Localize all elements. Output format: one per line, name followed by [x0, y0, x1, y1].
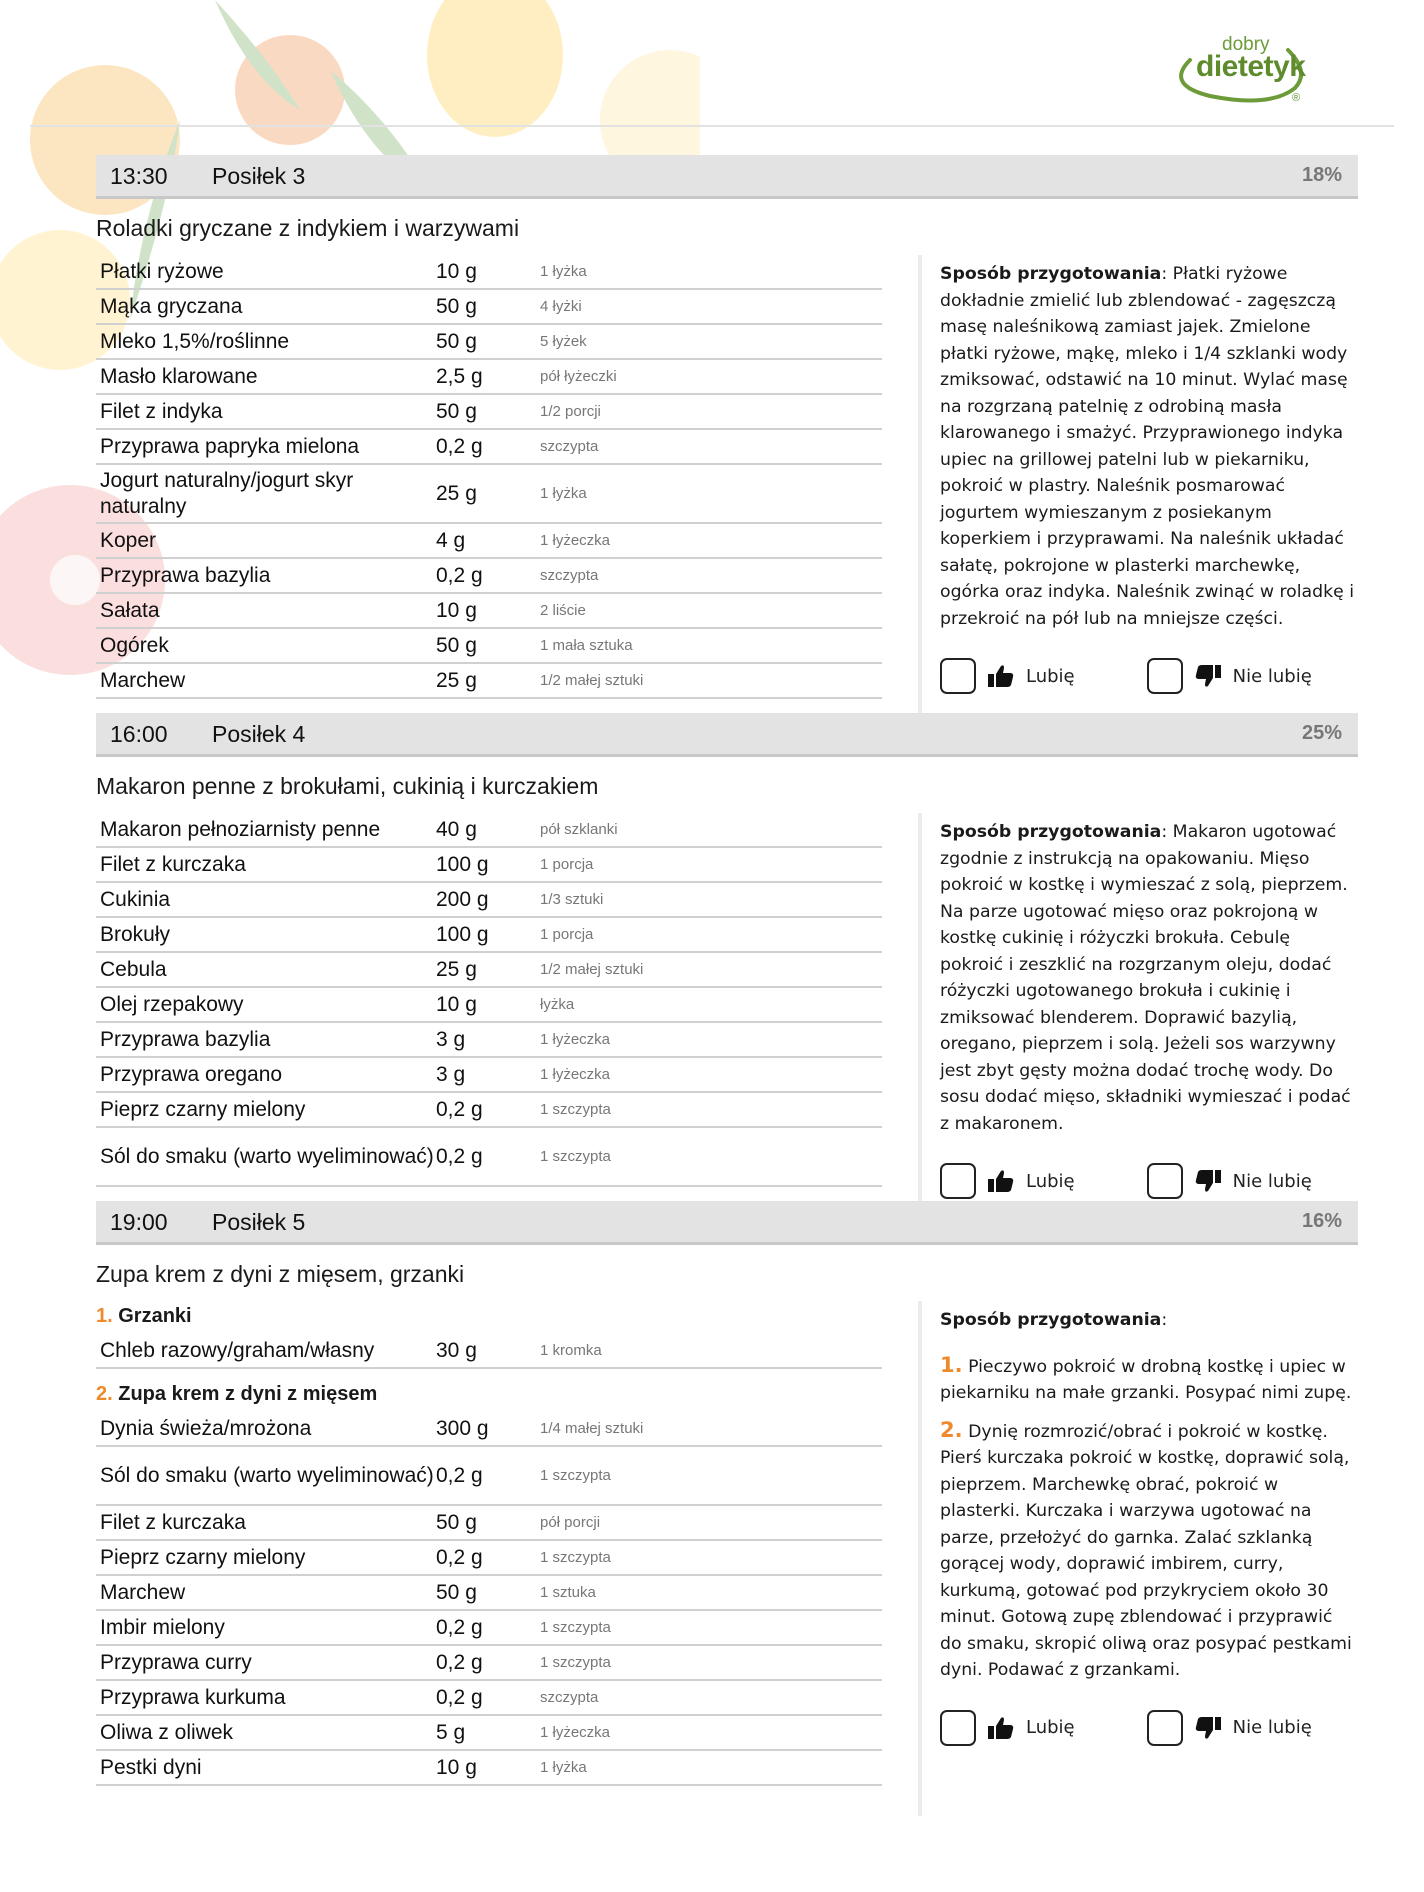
meal-name: Posiłek 5 — [212, 1209, 306, 1235]
meal-section-3 — [96, 155, 1358, 723]
meal-section-4 — [96, 713, 1358, 1205]
like-label: Lubię — [1026, 665, 1075, 687]
like-label: Lubię — [1026, 1170, 1075, 1192]
meal-percent: 25% — [1301, 722, 1342, 744]
ingredient-measure: 1 łyżeczka — [540, 532, 611, 549]
ingredient-qty: 0,2 g — [436, 1463, 483, 1487]
sub-recipe-title: Zupa krem z dyni z mięsem — [118, 1383, 378, 1405]
ingredient-qty: 50 g — [436, 633, 477, 657]
ingredient-name: Makaron pełnoziarnisty penne — [100, 817, 381, 841]
thumbs-down-icon — [1195, 664, 1221, 688]
rating-controls — [940, 656, 1358, 696]
dislike-option[interactable] — [1147, 658, 1312, 694]
ingredient-qty: 30 g — [436, 1338, 477, 1362]
header-divider — [30, 125, 1394, 127]
ingredient-row — [96, 395, 882, 430]
meal-header — [96, 155, 1358, 199]
ingredient-qty: 25 g — [436, 668, 477, 692]
ingredient-row — [96, 1412, 882, 1447]
ingredients-table — [96, 255, 882, 723]
ingredient-measure: 1 mała sztuka — [540, 637, 633, 654]
ingredient-name: Przyprawa curry — [100, 1650, 252, 1674]
ingredient-name: Imbir mielony — [100, 1615, 225, 1639]
preparation-body: Płatki ryżowe dokładnie zmielić lub zblendować - zagęszczą masę naleśnikową zamiast jajek. Zmielone płatki ryżowe, mąkę, mleko i 1/4 szklanki wody zmiksować, odstawić na 10 minut. Wylać masę na rozgrzaną patelnię z odrobiną masła klarowanego i smażyć. Przyprawionego indyka upiec na grillowej patelni lub w piekarniku, pokroić w plastry. Naleśnik posmarować jogurtem wymieszanym z posiekanym koperkiem i przyprawami. Na naleśnik układać sałatę, pokrojone w plasterki marchewkę, ogórka oraz indyka. Naleśnik zwinąć w roladkę i przekroić na pół lub na mniejsze części. — [940, 264, 1355, 629]
ingredient-qty: 0,2 g — [436, 1097, 483, 1121]
meal-time: 19:00 — [110, 1209, 168, 1235]
ingredient-name: Przyprawa bazylia — [100, 563, 271, 587]
ingredient-name: Brokuły — [100, 922, 171, 946]
thumbs-down-icon — [1195, 1169, 1221, 1193]
sub-recipe-number: 1. — [96, 1305, 113, 1327]
ingredient-row — [96, 1681, 882, 1716]
ingredient-measure: 1 porcja — [540, 856, 594, 873]
ingredient-name: Marchew — [100, 668, 186, 692]
ingredient-measure: pół porcji — [540, 1514, 601, 1531]
ingredient-name: Mleko 1,5%/roślinne — [100, 329, 290, 353]
preparation-label: Sposób przygotowania — [940, 822, 1162, 842]
ingredient-name: Sól do smaku (warto wyeliminować) — [100, 1463, 434, 1487]
preparation-panel — [918, 255, 1358, 723]
ingredient-name: Przyprawa kurkuma — [100, 1685, 286, 1709]
ingredient-row — [96, 1646, 882, 1681]
ingredient-measure: pół łyżeczki — [540, 368, 617, 385]
ingredient-measure: 5 łyżek — [540, 333, 587, 350]
ingredient-measure: 1 szczypta — [540, 1148, 611, 1165]
ingredient-measure: pół szklanki — [540, 821, 618, 838]
ingredient-name: Chleb razowy/graham/własny — [100, 1338, 375, 1362]
meal-name: Posiłek 3 — [212, 163, 306, 189]
ingredient-measure: łyżka — [540, 996, 575, 1013]
ingredient-row — [96, 1506, 882, 1541]
ingredient-qty: 40 g — [436, 817, 477, 841]
ingredients-table — [96, 813, 882, 1205]
meal-time: 13:30 — [110, 163, 168, 189]
ingredient-row — [96, 1541, 882, 1576]
ingredient-measure: 1 szczypta — [540, 1101, 611, 1118]
meal-percent: 18% — [1301, 164, 1342, 186]
ingredient-measure: szczypta — [540, 438, 599, 455]
ingredient-name: Przyprawa bazylia — [100, 1027, 271, 1051]
ingredient-name: Pieprz czarny mielony — [100, 1545, 306, 1569]
ingredient-qty: 10 g — [436, 992, 477, 1016]
rating-controls — [940, 1708, 1358, 1748]
ingredient-row — [96, 918, 882, 953]
ingredient-row — [96, 594, 882, 629]
preparation-step — [940, 1352, 1358, 1407]
ingredient-row — [96, 430, 882, 465]
ingredient-name: Sałata — [100, 598, 160, 622]
ingredient-measure: 1 szczypta — [540, 1467, 611, 1484]
ingredient-qty: 100 g — [436, 852, 489, 876]
ingredient-name: Pieprz czarny mielony — [100, 1097, 306, 1121]
ingredient-row — [96, 1611, 882, 1646]
ingredient-qty: 0,2 g — [436, 1615, 483, 1639]
ingredient-row — [96, 325, 882, 360]
ingredient-measure: 1 kromka — [540, 1342, 602, 1359]
meal-header — [96, 1201, 1358, 1245]
ingredient-name: Cebula — [100, 957, 167, 981]
thumbs-up-icon — [988, 1169, 1014, 1193]
ingredient-name: Pestki dyni — [100, 1755, 202, 1779]
ingredient-name: Filet z kurczaka — [100, 852, 246, 876]
ingredient-qty: 100 g — [436, 922, 489, 946]
ingredient-row — [96, 360, 882, 395]
dislike-label: Nie lubię — [1232, 665, 1312, 687]
ingredient-qty: 10 g — [436, 259, 477, 283]
step-text: Pieczywo pokroić w drobną kostkę i upiec w piekarniku na małe grzanki. Posypać nimi zupę. — [940, 1356, 1352, 1403]
ingredient-row — [96, 1576, 882, 1611]
ingredient-qty: 2,5 g — [436, 364, 483, 388]
ingredient-name: Cukinia — [100, 887, 171, 911]
thumbs-down-icon — [1195, 1716, 1221, 1740]
like-checkbox[interactable] — [940, 1710, 976, 1746]
ingredient-qty: 10 g — [436, 598, 477, 622]
ingredient-name: Ogórek — [100, 633, 169, 657]
ingredient-row — [96, 1058, 882, 1093]
ingredient-name: Oliwa z oliwek — [100, 1720, 234, 1744]
ingredient-name: Sól do smaku (warto wyeliminować) — [100, 1144, 434, 1168]
ingredient-qty: 0,2 g — [436, 563, 483, 587]
meal-time: 16:00 — [110, 721, 168, 747]
ingredient-row — [96, 1334, 882, 1369]
ingredient-measure: 1/2 porcji — [540, 403, 601, 420]
ingredient-qty: 50 g — [436, 1580, 477, 1604]
preparation-label: Sposób przygotowania — [940, 264, 1162, 284]
ingredient-qty: 10 g — [436, 1755, 477, 1779]
ingredient-measure: 1/2 małej sztuki — [540, 961, 644, 978]
logo-text-big: dietetyk — [1196, 50, 1306, 83]
preparation-text: Sposób przygotowania: Płatki ryżowe dokładnie zmielić lub zblendować - zagęszczą masę naleśnikową zamiast jajek. Zmielone płatki ryżowe, mąkę, mleko i 1/4 szklanki wody zmiksować, odstawić na 10 minut. Wylać masę na rozgrzaną patelnię z odrobiną masła klarowanego i smażyć. Przyprawionego indyka upiec na grillowej patelni lub w piekarniku, pokroić w plastry. Naleśnik posmarować jogurtem wymieszanym z posiekanym koperkiem i przyprawami. Na naleśnik układać sałatę, pokrojone w plasterki marchewkę, ogórka oraz indyka. Naleśnik zwinąć w roladkę i przekroić na pół lub na mniejsze części. — [940, 264, 1355, 629]
ingredient-row — [96, 1023, 882, 1058]
ingredient-name: Masło klarowane — [100, 364, 258, 388]
like-option[interactable] — [940, 658, 1075, 694]
recipe-title: Roladki gryczane z indykiem i warzywami — [96, 215, 520, 241]
dislike-checkbox[interactable] — [1147, 658, 1183, 694]
ingredient-measure: 1 szczypta — [540, 1549, 611, 1566]
ingredient-qty: 0,2 g — [436, 1545, 483, 1569]
ingredient-row — [96, 883, 882, 918]
step-number: 2. — [940, 1417, 963, 1442]
ingredient-name: Mąka gryczana — [100, 294, 243, 318]
thumbs-up-icon — [988, 664, 1014, 688]
ingredient-qty: 300 g — [436, 1416, 489, 1440]
meal-name: Posiłek 4 — [212, 721, 306, 747]
ingredient-row — [96, 1751, 882, 1786]
dislike-checkbox[interactable] — [1147, 1710, 1183, 1746]
ingredient-measure: 1/3 sztuki — [540, 891, 604, 908]
ingredient-measure: 1 łyżeczka — [540, 1724, 611, 1741]
ingredient-qty: 200 g — [436, 887, 489, 911]
logo-text-small: dobry — [1222, 34, 1270, 55]
ingredient-name: Filet z kurczaka — [100, 1510, 246, 1534]
ingredient-qty: 0,2 g — [436, 434, 483, 458]
ingredient-name: Przyprawa oregano — [100, 1062, 283, 1086]
dislike-option[interactable] — [1147, 1710, 1312, 1746]
ingredient-row — [96, 813, 882, 848]
ingredient-qty: 4 g — [436, 528, 466, 552]
ingredients-table — [96, 1301, 882, 1816]
ingredient-row — [96, 988, 882, 1023]
dislike-checkbox[interactable] — [1147, 1163, 1183, 1199]
ingredient-row — [96, 953, 882, 988]
ingredient-row — [96, 559, 882, 594]
ingredient-row — [96, 255, 882, 290]
ingredient-qty: 0,2 g — [436, 1685, 483, 1709]
ingredient-measure: 1 łyżka — [540, 1759, 587, 1776]
meal-section-5 — [96, 1201, 1358, 1816]
ingredient-measure: 2 liście — [540, 602, 586, 619]
ingredient-measure: 1 szczypta — [540, 1654, 611, 1671]
ingredient-name: Marchew — [100, 1580, 186, 1604]
ingredient-row — [96, 465, 882, 524]
ingredient-row — [96, 290, 882, 325]
like-label: Lubię — [1026, 1717, 1075, 1738]
meal-percent: 16% — [1301, 1210, 1342, 1232]
ingredient-measure: 4 łyżki — [540, 298, 582, 315]
preparation-step — [940, 1417, 1358, 1684]
rating-controls — [940, 1161, 1358, 1201]
meal-header — [96, 713, 1358, 757]
sub-recipe-heading — [96, 1383, 882, 1406]
ingredient-measure: 1 łyżka — [540, 263, 587, 280]
ingredient-row — [96, 664, 882, 699]
recipe-title: Zupa krem z dyni z mięsem, grzanki — [96, 1261, 465, 1287]
ingredient-name: Olej rzepakowy — [100, 992, 244, 1016]
ingredient-qty: 0,2 g — [436, 1650, 483, 1674]
recipe-title: Makaron penne z brokułami, cukinią i kurczakiem — [96, 773, 599, 799]
ingredient-qty: 50 g — [436, 294, 477, 318]
ingredient-qty: 50 g — [436, 399, 477, 423]
preparation-text: Sposób przygotowania: — [940, 1310, 1168, 1330]
ingredient-measure: 1 łyżeczka — [540, 1031, 611, 1048]
ingredient-row — [96, 1447, 882, 1506]
ingredient-measure: szczypta — [540, 1689, 599, 1706]
like-option[interactable] — [940, 1710, 1075, 1746]
step-text: Dynię rozmrozić/obrać i pokroić w kostkę. Pierś kurczaka pokroić w kostkę, doprawić solą, pieprzem. Marchewkę obrać, pokroić w plasterki. Kurczaka i warzywa ugotować na parze, przełożyć do garnka. Zalać szklanką gorącej wody, doprawić imbirem, curry, kurkumą, gotować pod przykryciem około 30 minut. Gotową zupę zblendować i przyprawić do smaku, skropić oliwą oraz posypać pestkami dyni. Podawać z grzankami. — [940, 1421, 1352, 1680]
ingredient-name: Dynia świeża/mrożona — [100, 1416, 312, 1440]
ingredient-row — [96, 629, 882, 664]
ingredient-qty: 50 g — [436, 1510, 477, 1534]
ingredient-qty: 3 g — [436, 1062, 466, 1086]
logo-registered-mark: ® — [1292, 92, 1301, 104]
ingredient-qty: 0,2 g — [436, 1144, 483, 1168]
ingredient-name: Przyprawa papryka mielona — [100, 434, 360, 458]
preparation-body: Makaron ugotować zgodnie z instrukcją na opakowaniu. Mięso pokroić w kostkę i wymieszać z solą, pieprzem. Na parze ugotować mięso oraz pokrojoną w kostkę cukinię i różyczki brokuła. Cebulę pokroić i zeszklić na rozgrzanym oleju, dodać różyczki ugotowanego brokuła i cukinię i zmiksować blenderem. Doprawić bazylią, oregano, pieprzem i solą. Jeżeli sos warzywny jest zbyt gęsty można dodać trochę wody. Do sosu dodać mięso, składniki wymieszać i podać z makaronem. — [940, 822, 1351, 1134]
ingredient-name: Płatki ryżowe — [100, 259, 224, 283]
like-checkbox[interactable] — [940, 658, 976, 694]
ingredient-name: Jogurt naturalny/jogurt skyr naturalny — [100, 468, 354, 518]
like-checkbox[interactable] — [940, 1163, 976, 1199]
ingredient-qty: 25 g — [436, 481, 477, 505]
ingredient-qty: 50 g — [436, 329, 477, 353]
ingredient-measure: 1/2 małej sztuki — [540, 672, 644, 689]
ingredient-row — [96, 524, 882, 559]
dislike-label: Nie lubię — [1232, 1717, 1312, 1738]
sub-recipe-title: Grzanki — [118, 1305, 192, 1327]
preparation-label: Sposób przygotowania — [940, 1310, 1162, 1330]
preparation-text: Sposób przygotowania: Makaron ugotować zgodnie z instrukcją na opakowaniu. Mięso pokroić w kostkę i wymieszać z solą, pieprzem. Na parze ugotować mięso oraz pokrojoną w kostkę cukinię i różyczki brokuła. Cebulę pokroić i zeszklić na rozgrzanym oleju, dodać różyczki ugotowanego brokuła i cukinię i zmiksować blenderem. Doprawić bazylią, oregano, pieprzem i solą. Jeżeli sos warzywny jest zbyt gęsty można dodać trochę wody. Do sosu dodać mięso, składniki wymieszać i podać z makaronem. — [940, 822, 1351, 1134]
ingredient-name: Koper — [100, 528, 157, 552]
ingredient-qty: 3 g — [436, 1027, 466, 1051]
ingredient-qty: 25 g — [436, 957, 477, 981]
ingredient-measure: 1 szczypta — [540, 1619, 611, 1636]
ingredient-row — [96, 848, 882, 883]
ingredient-row — [96, 1128, 882, 1187]
preparation-panel — [918, 813, 1358, 1205]
ingredient-measure: 1 sztuka — [540, 1584, 596, 1601]
ingredient-measure: 1/4 małej sztuki — [540, 1420, 644, 1437]
ingredient-measure: szczypta — [540, 567, 599, 584]
ingredient-qty: 5 g — [436, 1720, 466, 1744]
brand-logo — [1170, 30, 1320, 110]
dislike-label: Nie lubię — [1232, 1170, 1312, 1192]
ingredient-measure: 1 łyżeczka — [540, 1066, 611, 1083]
dislike-option[interactable] — [1147, 1163, 1312, 1199]
thumbs-up-icon — [988, 1716, 1014, 1740]
sub-recipe-number: 2. — [96, 1383, 113, 1405]
ingredient-row — [96, 1093, 882, 1128]
preparation-panel — [918, 1301, 1358, 1816]
ingredient-measure: 1 łyżka — [540, 485, 587, 502]
sub-recipe-heading — [96, 1305, 882, 1328]
ingredient-row — [96, 1716, 882, 1751]
step-number: 1. — [940, 1352, 963, 1377]
like-option[interactable] — [940, 1163, 1075, 1199]
ingredient-measure: 1 porcja — [540, 926, 594, 943]
ingredient-name: Filet z indyka — [100, 399, 223, 423]
